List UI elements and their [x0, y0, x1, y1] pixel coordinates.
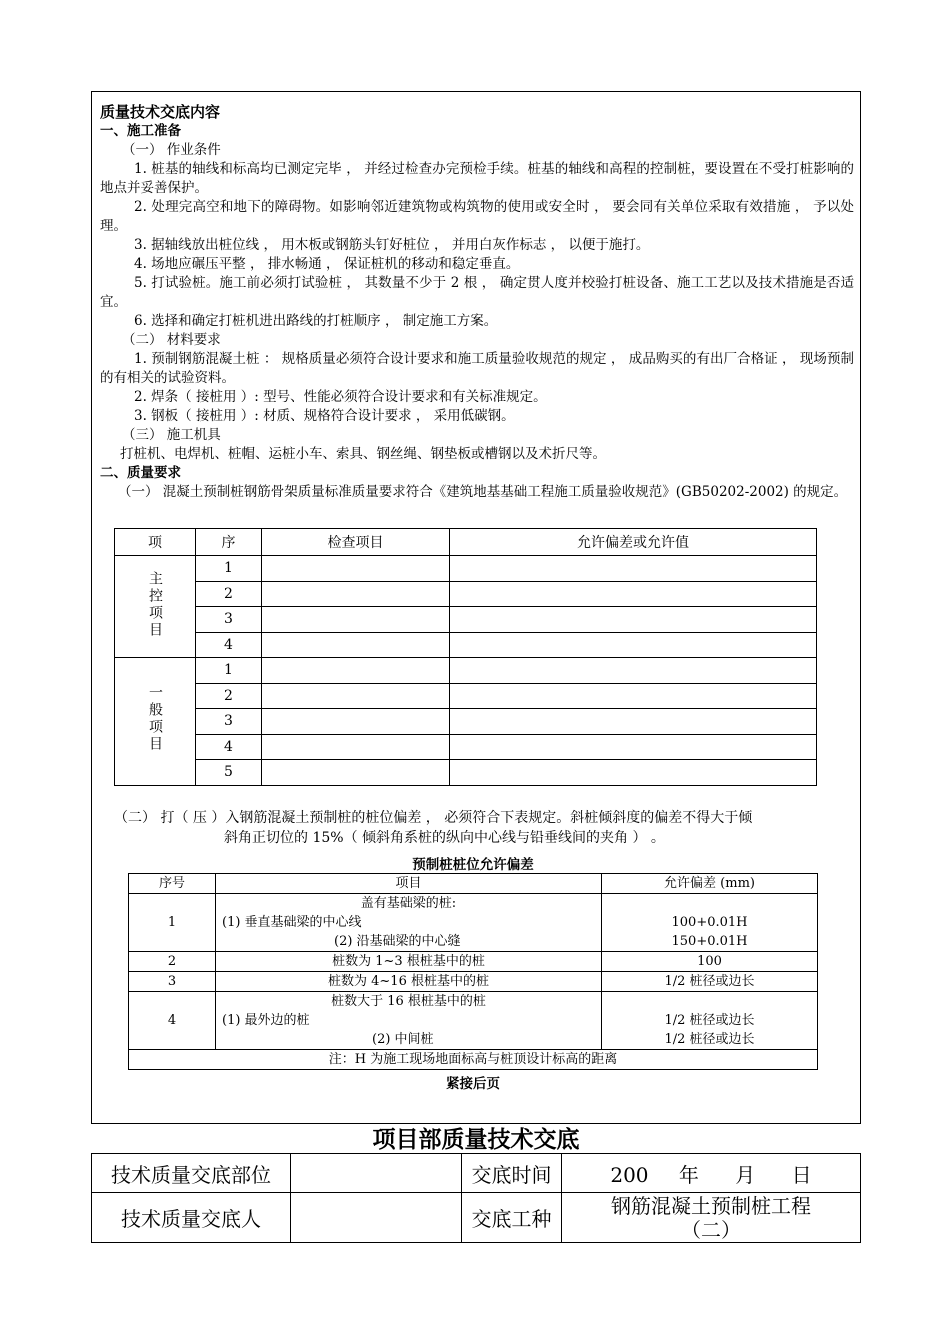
row-number: 3 [196, 709, 262, 735]
inspection-header-tolerance: 允许偏差或允许值 [450, 529, 817, 556]
check-item-cell [262, 581, 450, 607]
deviation-table-title: 预制桩桩位允许偏差 [412, 857, 534, 873]
check-item-cell [262, 658, 450, 684]
inspection-table [114, 528, 817, 786]
deviation-item-line: (1) 最外边的桩 [222, 1013, 310, 1028]
deviation-note: 注：H 为施工现场地面标高与桩顶设计标高的距离 [129, 1050, 818, 1070]
row-number: 5 [196, 760, 262, 786]
time-value [562, 1154, 861, 1193]
section-construction-prep: 一、施工准备 [100, 123, 181, 139]
pile-deviation-paragraph [114, 808, 854, 848]
material-item: 2. 焊条（ 接桩用 ）: 型号、性能必须符合设计要求和有关标准规定。 [134, 389, 547, 405]
quality-requirement-1: （一） 混凝土预制桩钢筋骨架质量标准质量要求符合《建筑地基基础工程施工质量验收规范》(GB50202-2002) 的规定。 [118, 484, 848, 500]
deviation-row-item [216, 894, 602, 952]
check-item-cell [262, 607, 450, 633]
tolerance-cell [450, 683, 817, 709]
deviation-item-line: (2) 沿基础梁的中心缝 [334, 934, 461, 949]
tolerance-cell [450, 581, 817, 607]
row-number: 1 [196, 556, 262, 582]
general-label: 一般项目 [147, 685, 163, 754]
check-item-cell [262, 556, 450, 582]
inspection-header-item: 检查项目 [262, 529, 450, 556]
work-condition-item: 1. 桩基的轴线和标高均已测定完毕 ， 并经过检查办完预检手续。桩基的轴线和高程的控制桩，要设置在不受打桩影响的地点并妥善保护。 [100, 161, 854, 196]
deviation-row-no: 3 [129, 972, 216, 992]
tolerance-cell [450, 760, 817, 786]
deviation-row-value [602, 894, 818, 952]
check-item-cell [262, 683, 450, 709]
inspection-header-seq: 序 [196, 529, 262, 556]
deviation-item-line: (1) 垂直基础梁的中心线 [222, 915, 362, 930]
section-quality-requirements: 二、质量要求 [100, 465, 181, 481]
work-condition-item: 4. 场地应碾压平整 ， 排水畅通 ， 保证桩机的移动和稳定垂直。 [134, 256, 520, 272]
work-condition-item: 5. 打试验桩。施工前必须打试验桩 ， 其数量不少于 2 根 ， 确定贯人度并校验打桩设备、施工工艺以及技术措施是否适宜。 [100, 275, 854, 310]
part-label: 技术质量交底部位 [92, 1154, 291, 1193]
deviation-item-line: 桩数大于 16 根桩基中的桩 [331, 994, 486, 1009]
footer-title: 项目部质量技术交底 [372, 1126, 580, 1153]
deviation-header-tolerance: 允许偏差 (mm) [602, 874, 818, 894]
pile-deviation-line-1: （二） 打（ 压 ）入钢筋混凝土预制桩的桩位偏差 ， 必须符合下表规定。斜桩倾斜度的偏差不得大于倾 [114, 810, 753, 826]
footer-info-table [91, 1153, 861, 1243]
deviation-item-line: (2) 中间桩 [372, 1032, 434, 1047]
deviation-table [128, 873, 818, 1070]
date-year-unit: 年 [678, 1162, 699, 1187]
deviation-row-no: 1 [129, 894, 216, 952]
tools-list: 打桩机、电焊机、桩帽、运桩小车、索具、钢丝绳、钢垫板或槽钢以及术折尺等。 [120, 446, 606, 462]
deviation-row-value [602, 992, 818, 1050]
type-value [562, 1193, 861, 1243]
tolerance-cell [450, 709, 817, 735]
main-control-label: 主控项目 [147, 570, 163, 639]
deviation-row-item: 桩数为 4~16 根桩基中的桩 [216, 972, 602, 992]
work-condition-item: 2. 处理完高空和地下的障碍物。如影响邻近建筑物或构筑物的使用或安全时 ， 要会同有关单位采取有效措施 ， 予以处理。 [100, 199, 854, 234]
material-item: 3. 钢板（ 接桩用 ）: 材质、规格符合设计要求 ， 采用低碳钢。 [134, 408, 515, 424]
row-number: 3 [196, 607, 262, 633]
deviation-value-line: 1/2 桩径或边长 [664, 1032, 755, 1047]
general-group [115, 658, 196, 786]
tolerance-cell [450, 607, 817, 633]
deviation-row-value: 100 [602, 952, 818, 972]
tolerance-cell [450, 556, 817, 582]
check-item-cell [262, 709, 450, 735]
row-number: 1 [196, 658, 262, 684]
content-body [100, 102, 854, 502]
deviation-value-line: 1/2 桩径或边长 [664, 1013, 755, 1028]
deviation-header-item: 项目 [216, 874, 602, 894]
main-control-group [115, 556, 196, 658]
tolerance-cell [450, 632, 817, 658]
pile-deviation-line-2: 斜角正切位的 15%（ 倾斜角系桩的纵向中心线与铅垂线间的夹角 ） 。 [224, 830, 665, 846]
type-label: 交底工种 [462, 1193, 562, 1243]
date-month-unit: 月 [735, 1162, 756, 1187]
time-label: 交底时间 [462, 1154, 562, 1193]
row-number: 4 [196, 632, 262, 658]
deviation-item-line: 盖有基础梁的桩: [360, 896, 457, 911]
check-item-cell [262, 760, 450, 786]
tolerance-cell [450, 658, 817, 684]
deviation-header-no: 序号 [129, 874, 216, 894]
type-value-line-1: 钢筋混凝土预制桩工程 [611, 1193, 811, 1218]
deviation-row-item [216, 992, 602, 1050]
material-item: 1. 预制钢筋混凝土桩 ： 规格质量必须符合设计要求和施工质量验收规范的规定 ， 成品购买的有出厂合格证 ， 现场预制的有相关的试验资料。 [100, 351, 854, 386]
deviation-row-no: 2 [129, 952, 216, 972]
deviation-value-line: 150+0.01H [671, 934, 748, 949]
check-item-cell [262, 734, 450, 760]
work-condition-item: 3. 据轴线放出桩位线 ， 用木板或钢筋头钉好桩位 ， 并用白灰作标志 ， 以便于施打。 [134, 237, 650, 253]
check-item-cell [262, 632, 450, 658]
deviation-row-item: 桩数为 1~3 根桩基中的桩 [216, 952, 602, 972]
content-title: 质量技术交底内容 [100, 103, 221, 121]
row-number: 4 [196, 734, 262, 760]
type-value-line-2: （二） [681, 1217, 741, 1242]
person-label: 技术质量交底人 [92, 1193, 291, 1243]
subsection-materials: （二） 材料要求 [122, 332, 221, 348]
subsection-tools: （三） 施工机具 [122, 427, 221, 443]
work-condition-item: 6. 选择和确定打桩机进出路线的打桩顺序 ， 制定施工方案。 [134, 313, 498, 329]
deviation-value-line: 100+0.01H [671, 915, 748, 930]
part-value [291, 1154, 462, 1193]
date-year: 200 [610, 1162, 649, 1187]
row-number: 2 [196, 683, 262, 709]
person-value [291, 1193, 462, 1243]
inspection-header-category: 项 [115, 529, 196, 556]
continued-next-page: 紧接后页 [446, 1076, 500, 1092]
deviation-row-value: 1/2 桩径或边长 [602, 972, 818, 992]
deviation-row-no: 4 [129, 992, 216, 1050]
row-number: 2 [196, 581, 262, 607]
subsection-work-conditions: （一） 作业条件 [122, 142, 221, 158]
tolerance-cell [450, 734, 817, 760]
date-day-unit: 日 [791, 1162, 812, 1187]
